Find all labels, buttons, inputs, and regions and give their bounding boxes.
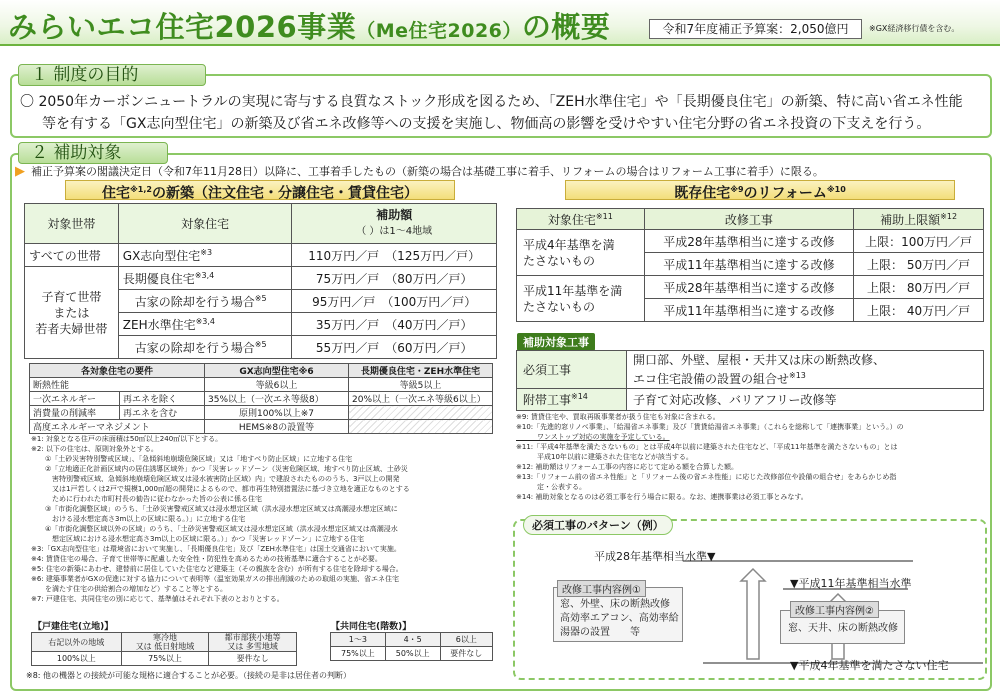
new-build-banner: 住宅$^{※1,2}$の新築（注文住宅・分譲住宅・賃貸住宅）	[65, 180, 455, 200]
purpose-line-2: 等を有する「GX志向型住宅」の新築及び省エネ改修等への支援を実施し、物価高の影響を受けやすい住宅分野の省エネ投資の下支えを行う。	[42, 116, 931, 132]
table-row: 平成4年基準を満 たさないもの 平成28年基準相当に達する改修 上限：100万円／戸	[517, 230, 984, 253]
new-build-table	[24, 203, 497, 359]
table-row: 75%以上 50%以上 要件なし	[331, 647, 493, 661]
table-row: 100%以上 75%以上 要件なし	[32, 652, 297, 666]
level-h28-label: 平成28年基準相当水準▼	[594, 550, 716, 563]
example-1-title: 改修工事内容例①	[557, 580, 646, 597]
required-works-tag: 補助対象工事	[517, 333, 595, 351]
example-2-body: 窓、天井、床の断熱改修	[788, 623, 898, 634]
table-row: 平成11年基準相当に達する改修 上限： 40万円／戸	[517, 299, 984, 322]
collective-table: 1～3 4・5 6以上 75%以上 50%以上 要件なし	[330, 632, 493, 661]
col-amount: 補助額 （ ）は1～4地域	[292, 204, 497, 244]
col-household: 対象世帯	[25, 204, 119, 244]
level-h11-label: ▼平成11年基準相当水準	[790, 577, 912, 590]
reform-table: 対象住宅$^{※11}$ 改修工事 補助上限額$^{※12}$ 平成4年基準を満 たさないもの 平成28年基準相当に達する改修 上限：100万円／戸 平成11年基準相当に達する改修 上限： 50万円／戸 平成11年基準を満 たさないもの 平成28年基準相当に達する改修 上限： 80万円／戸 平成11年基準相当に達する改修 上限： 40万円／戸	[516, 208, 984, 322]
triangle-icon: ▶	[15, 164, 25, 179]
reform-banner: 既存住宅$^{※9}$のリフォーム$^{※10}$	[565, 180, 955, 200]
bottom-note: ※8: 他の機器との接続が可能な規格に適合することが必要。（接続の是非は居住者の判断）	[26, 671, 352, 680]
table-row: 子育て世帯 または 若者夫婦世帯 長期優良住宅$^{※3,4}$ 75万円／戸 （80万円／戸）	[25, 267, 497, 290]
target-note	[15, 163, 824, 179]
budget-box: 令和7年度補正予算案：2,050億円	[649, 19, 862, 39]
requirements-table: 各対象住宅の要件 GX志向型住宅※6 長期優良住宅・ZEH水準住宅 断熱性能 等級6以上 等級5以上 一次エネルギー 再エネを除く 35%以上（一次エネ等級8） 20%以上（一次エネ等級6以上） 消費量の削減率 再エネを含む 原則100%以上※7 高度エネルギーマネジメント HEMS※8の設置等	[29, 363, 493, 434]
table-row: 古家の除却を行う場合$^{※5}$ 55万円／戸 （60万円／戸）	[25, 336, 497, 359]
purpose-heading: １ 制度の目的	[18, 64, 206, 86]
table-row: 一次エネルギー 再エネを除く 35%以上（一次エネ等級8） 20%以上（一次エネ等級6以上）	[30, 392, 493, 406]
title-paren: （Me住宅2026）	[356, 20, 522, 42]
target-heading: ２ 補助対象	[18, 142, 168, 164]
table-row: 消費量の削減率 再エネを含む 原則100%以上※7	[30, 406, 493, 420]
table-row: 高度エネルギーマネジメント HEMS※8の設置等	[30, 420, 493, 434]
title-main: みらいエコ住宅2026事業	[8, 10, 357, 44]
arrow-up-1	[741, 569, 765, 659]
budget-note: ※GX経済移行債を含む。	[869, 24, 960, 33]
household-young: 子育て世帯 または 若者夫婦世帯	[25, 267, 119, 359]
purpose-text	[20, 91, 985, 135]
example-2-title: 改修工事内容例②	[790, 601, 879, 618]
title-tail: の概要	[521, 10, 611, 44]
example-1-body: 窓、外壁、床の断熱改修 高効率エアコン、高効率給 湯器の設置 等	[560, 599, 679, 638]
right-footnotes: ※9: 賃貸住宅や、買取再販事業者が扱う住宅も対象に含まれる。 ※10:「先進的窓リノベ事業」、「給湯省エネ事業」及び「賃貸給湯省エネ事業」（これらを総称して「連携事業」という。）の ワンストップ対応の実施を予定している。 ※11:「平成4年基準を満たさないもの」とは平成4年以前に建築された住宅など、「平成11年基準を満たさないもの」とは 平成10年以前に建築された住宅などが該当する。 ※12: 補助額はリフォーム工事の内容に応じて定める額を合算した額。 ※13:「リフォーム前の省エネ性能」と「リフォーム後の省エネ性能」に応じた改修部位や設備の組合せ」をあらかじめ指 定・公表する。 ※14: 補助対象となるのは必須工事を行う場合に限る。なお、連携事業は必須工事とみなす。	[516, 413, 904, 501]
pattern-tag: 必須工事のパターン（例）	[523, 515, 673, 535]
table-row: 平成11年基準を満 たさないもの 平成28年基準相当に達する改修 上限： 80万円／戸	[517, 276, 984, 299]
required-works-table	[516, 350, 984, 411]
table-row: ZEH水準住宅$^{※3,4}$ 35万円／戸 （40万円／戸）	[25, 313, 497, 336]
purpose-line-1: 〇 2050年カーボンニュートラルの実現に寄与する良質なストック形成を図るため、「ZEH水準住宅」や「長期優良住宅」の新築、特に高い省エネ性能	[20, 94, 963, 110]
col-house: 対象住宅	[118, 204, 292, 244]
level-h4-label: ▼平成4年基準を満たさない住宅	[790, 659, 949, 672]
table-row: 古家の除却を行う場合$^{※5}$ 95万円／戸 （100万円／戸）	[25, 290, 497, 313]
table-row: 附帯工事$^{※14}$ 子育て対応改修、バリアフリー改修等	[517, 389, 984, 411]
table-row: 断熱性能 等級6以上 等級5以上	[30, 378, 493, 392]
page-title	[8, 5, 610, 46]
table-row: 平成11年基準相当に達する改修 上限： 50万円／戸	[517, 253, 984, 276]
table-row: 必須工事 開口部、外壁、屋根・天井又は床の断熱改修、 エコ住宅設備の設置の組合せ$^{※13}$	[517, 351, 984, 389]
table-row: すべての世帯 GX志向型住宅$^{※3}$ 110万円／戸 （125万円／戸）	[25, 244, 497, 267]
collective-title: 【共同住宅(階数)】	[331, 622, 412, 632]
detached-table: 右記以外の地域 寒冷地 又は 低日射地域 都市部狭小地等 又は 多雪地域 100%以上 75%以上 要件なし	[31, 632, 297, 666]
left-footnotes: ※1: 対象となる住戸の床面積は50㎡以上240㎡以下とする。 ※2: 以下の住宅は、原則対象外とする。 ①「土砂災害特別警戒区域」、「急傾斜地崩壊危険区域」又は「地すべり防止区域」に立地する住宅 ②「立地適正化計画区域内の居住誘導区域外」かつ「災害レッドゾーン（災害危険区域、地すべり防止区域、土砂災 害特別警戒区域、急傾斜地崩壊危険区域又は浸水被害防止区域）内」で建設されたもののうち、3戸以上の開発 又は1戸若しくは2戸で規模1,000㎡超の開発によるもので、都市再生特別措置法に基づき立地を適正なものとする ために行われた市町村長の勧告に従わなかった旨の公表に係る住宅 ③「市街化調整区域」のうち、「土砂災害警戒区域又は浸水想定区域（洪水浸水想定区域又は高潮浸水想定区域に おける浸水想定高さ3m以上の区域に限る。）」に立地する住宅 ④「市街化調整区域以外の区域」のうち、「土砂災害警戒区域又は浸水想定区域（洪水浸水想定区域又は高潮浸水 想定区域における浸水想定高さ3m以上の区域に限る。）」かつ「災害レッドゾーン」に立地する住宅 ※3:「GX志向型住宅」は環境省において実施し、「長期優良住宅」及び「ZEH水準住宅」は国土交通省において実施。 ※4: 賃貸住宅の場合、子育て世帯等に配慮した安全性・防犯性を高めるための技術基準に適合することが必要。 ※5: 住宅の新築にあわせ、建替前に居住していた住宅など建築主（その親族を含む）が所有する住宅を除却する場合。 ※6: 建築事業者がGXの促進に対する協力について表明等（温室効果ガスの排出削減のための取組の実施、省エネ住宅 を満たす住宅の供給割合の増加など）すること等とする。 ※7: 戸建住宅、共同住宅の別に応じて、基準値はそれぞれ下表のとおりとする。	[31, 435, 410, 603]
target-note-text: 補正予算案の閣議決定日（令和7年11月28日）以降に、工事着手したもの（新築の場合は基礎工事に着手、リフォームの場合はリフォーム工事に着手）に限る。	[31, 165, 824, 178]
detached-title: 【戸建住宅(立地)】	[33, 622, 114, 632]
